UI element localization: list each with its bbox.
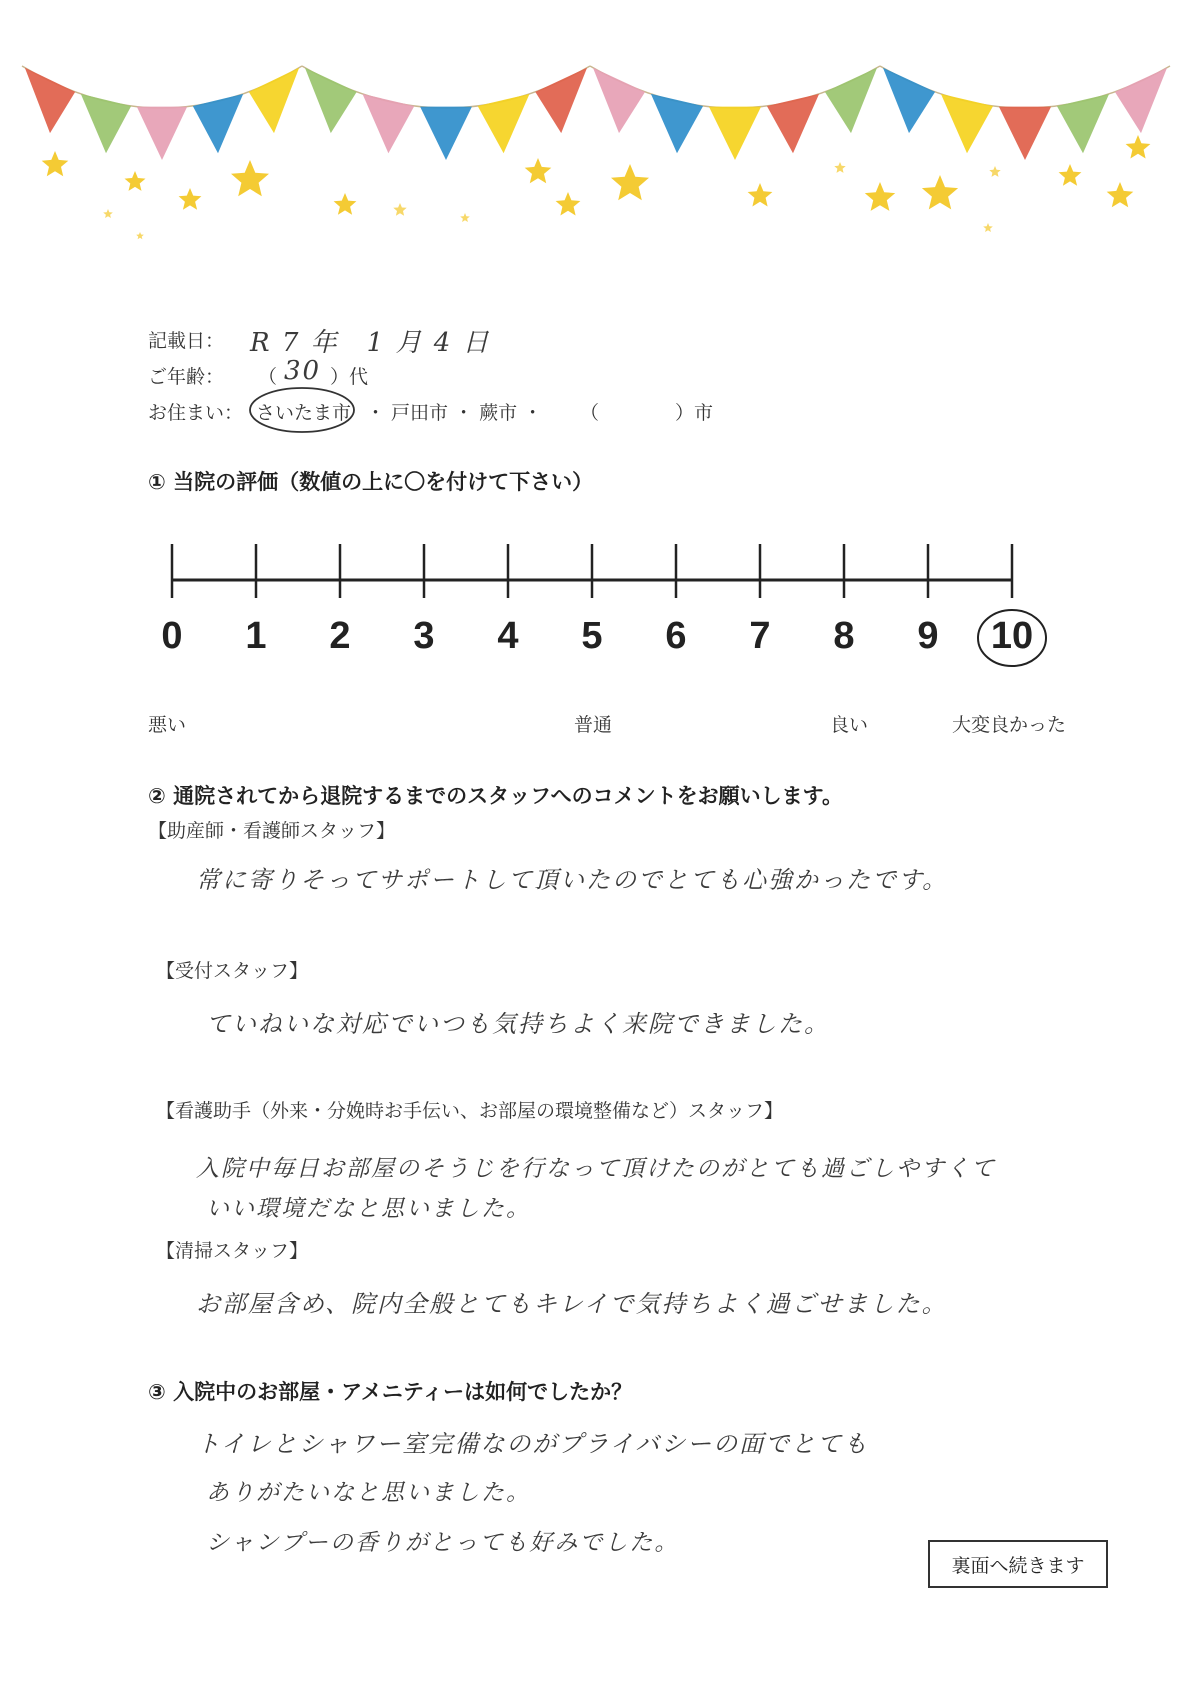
scale-number-7[interactable]: 7 [749, 615, 771, 657]
age-label: ご年齢： [148, 366, 225, 388]
scale-number-8[interactable]: 8 [833, 615, 855, 657]
amenity-comment-line2: ありがたいなと思いました。 [206, 1480, 531, 1506]
continue-label: 裏面へ続きます [951, 1554, 1085, 1577]
cleaning-label: 【清掃スタッフ】 [156, 1240, 309, 1262]
scale-label-good: 良い [830, 714, 869, 736]
age-close-paren: ）代 [330, 366, 369, 388]
age-open-paren: （ [258, 366, 278, 388]
residence-option-other: （ ）市 [580, 402, 714, 424]
scale-number-3[interactable]: 3 [413, 615, 435, 657]
assistant-comment-line1: 入院中毎日お部屋のそうじを行なって頂けたのがとても過ごしやすくて [196, 1156, 996, 1182]
scale-label-normal: 普通 [574, 714, 613, 736]
scale-ticks [172, 544, 1012, 598]
scale-label-bad: 悪い [148, 714, 187, 736]
age-value: 30 [284, 356, 322, 386]
scale-number-10[interactable]: 10 [990, 615, 1034, 657]
amenity-comment-line3: シャンプーの香りがとっても好みでした。 [206, 1530, 680, 1556]
scale-number-6[interactable]: 6 [665, 615, 687, 657]
assistant-label: 【看護助手（外来・分娩時お手伝い、お部屋の環境整備など）スタッフ】 [156, 1100, 784, 1122]
section3-heading: ③ 入院中のお部屋・アメニティーは如何でしたか？ [148, 1380, 633, 1404]
section2-heading: ② 通院されてから退院するまでのスタッフへのコメントをお願いします。 [148, 784, 843, 808]
continue-on-back-box [928, 1540, 1108, 1588]
residence-option-saitama: さいたま市 [256, 402, 352, 424]
residence-option-toda-warabi: ・ 戸田市 ・ 蕨市 ・ [366, 402, 543, 424]
assistant-comment-line2: いい環境だなと思いました。 [206, 1196, 531, 1222]
scale-number-9[interactable]: 9 [917, 615, 939, 657]
scale-number-4[interactable]: 4 [497, 615, 519, 657]
scale-number-1[interactable]: 1 [245, 615, 267, 657]
section1-heading: ① 当院の評価（数値の上に〇を付けて下さい） [148, 470, 594, 494]
cleaning-comment: お部屋含め、院内全般とてもキレイで気持ちよく過ごせました。 [196, 1290, 948, 1318]
date-label: 記載日： [148, 330, 225, 352]
residence-label: お住まい： [148, 402, 244, 424]
reception-comment: ていねいな対応でいつも気持ちよく来院できました。 [206, 1010, 830, 1038]
midwife-label: 【助産師・看護師スタッフ】 [148, 820, 396, 842]
scale-number-2[interactable]: 2 [329, 615, 351, 657]
date-value: R 7 年 1 月 4 日 [250, 328, 491, 358]
scale-number-5[interactable]: 5 [581, 615, 603, 657]
scale-label-very-good: 大変良かった [952, 714, 1067, 736]
midwife-comment: 常に寄りそってサポートして頂いたのでとても心強かったです。 [196, 866, 949, 894]
scale-number-0[interactable]: 0 [161, 615, 183, 657]
amenity-comment-line1: トイレとシャワー室完備なのがプライバシーの面でとても [196, 1430, 870, 1458]
reception-label: 【受付スタッフ】 [156, 960, 309, 982]
